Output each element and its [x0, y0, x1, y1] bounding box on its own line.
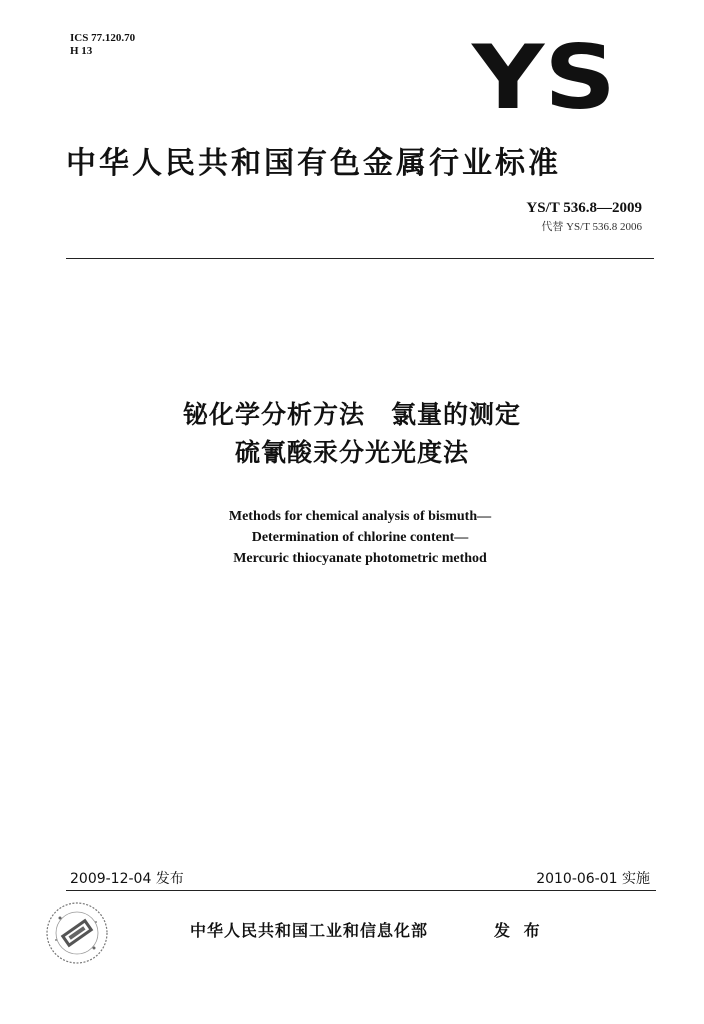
issuing-authority: 中华人民共和国工业和信息化部 [190, 921, 429, 940]
ics-code: ICS 77.120.70 [70, 32, 136, 44]
effective-date: 2010-06-01 实施 [536, 871, 650, 887]
english-title-line-2: Determination of chlorine content— [251, 530, 469, 545]
document-title-line-1: 铋化学分析方法 氯量的测定 [182, 400, 521, 429]
standard-number-block [526, 200, 642, 234]
publisher-seal-icon [44, 900, 110, 966]
ys-logo-text: YS [470, 40, 616, 112]
header-divider [66, 258, 654, 259]
english-title-line-3: Mercuric thiocyanate photometric method [233, 551, 487, 566]
footer-divider [66, 890, 656, 891]
ys-logo [470, 40, 618, 112]
standard-number: YS/T 536.8—2009 [526, 200, 642, 216]
replaces-note: 代替 YS/T 536.8 2006 [541, 221, 642, 233]
industry-standard-title: 中华人民共和国有色金属行业标准 [66, 146, 561, 181]
issue-date: 2009-12-04 发布 [70, 871, 184, 887]
document-title-cn [0, 396, 704, 472]
ccs-code: H 13 [70, 45, 93, 57]
issue-label: 发 布 [494, 921, 544, 940]
document-title-en [0, 506, 704, 569]
english-title-line-1: Methods for chemical analysis of bismuth— [228, 509, 492, 524]
classification-codes [70, 32, 135, 58]
document-title-line-2: 硫氰酸汞分光光度法 [234, 438, 469, 467]
